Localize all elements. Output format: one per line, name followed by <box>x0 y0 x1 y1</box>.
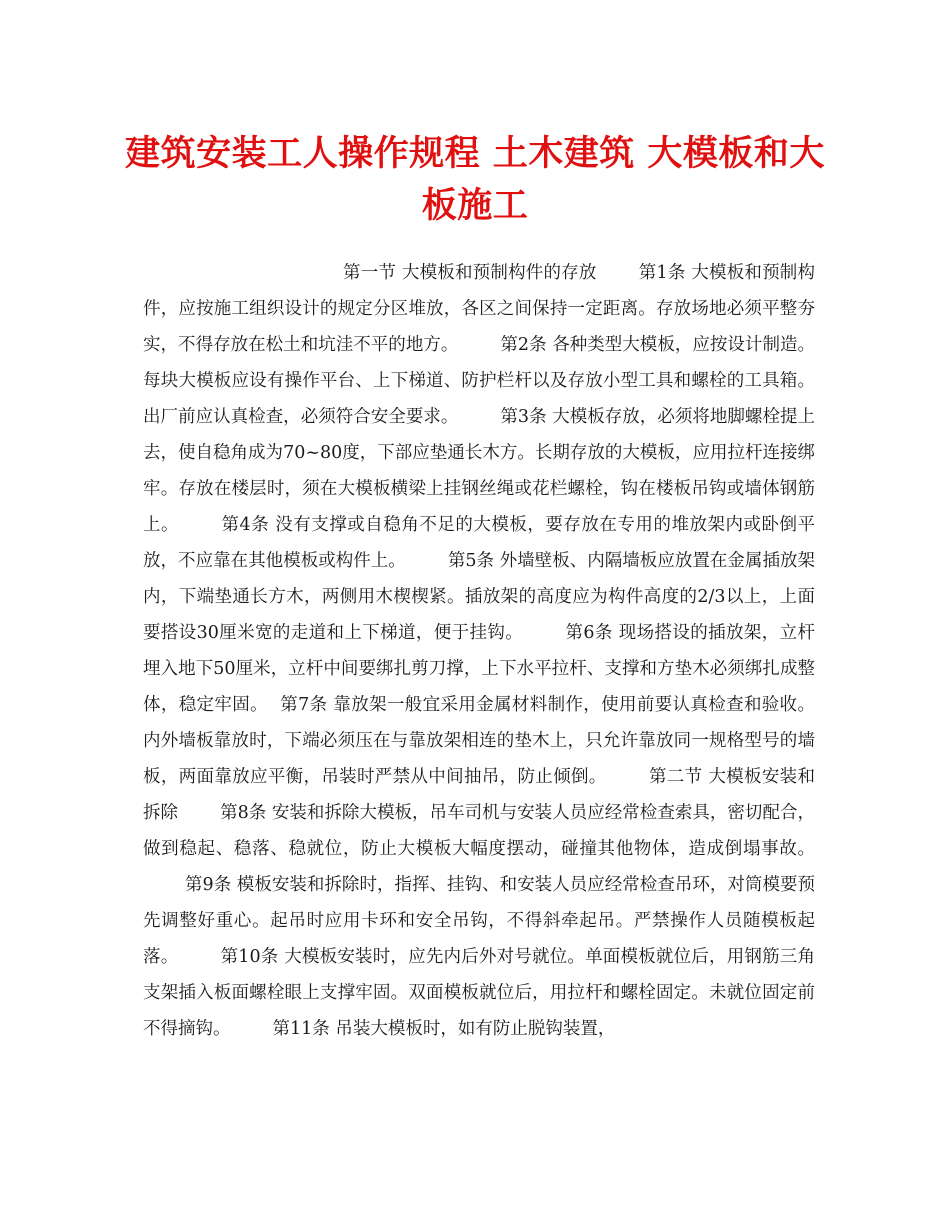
article-8: 第8条 安装和拆除大模板，吊车司机与安装人员应经常检查索具，密切配合，做到稳起、稳落、稳就位，防止大模板大幅度摆动，碰撞其他物体，造成倒塌事故。 <box>143 803 815 859</box>
article-4: 第4条 没有支撑或自稳角不足的大模板，要存放在专用的堆放架内或卧倒平放，不应靠在其他模板或构件上。 <box>143 515 816 571</box>
article-9: 第9条 模板安装和拆除时，指挥、挂钩、和安装人员应经常检查吊环，对筒模要预先调整好重心。起吊时应用卡环和安全吊钩，不得斜牵起吊。严禁操作人员随模板起落。 <box>143 875 815 967</box>
article-11: 第11条 吊装大模板时，如有防止脱钩装置， <box>272 1019 616 1039</box>
article-3: 第3条 大模板存放，必须将地脚螺栓提上去，使自稳角成为70~80度，下部应垫通长木方。长期存放的大模板，应用拉杆连接绑牢。存放在楼层时，须在大模板横梁上挂钢丝绳或花栏螺栓，钩在楼板吊钩或墙体钢筋上。 <box>143 407 815 535</box>
article-10: 第10条 大模板安装时，应先内后外对号就位。单面模板就位后，用钢筋三角支架插入板面螺栓眼上支撑牢固。双面模板就位后，用拉杆和螺栓固定。未就位固定前不得摘钩。 <box>143 947 815 1039</box>
section-heading-2: 第二节 大模板安装和拆除 <box>143 767 816 823</box>
article-6: 第6条 现场搭设的插放架，立杆埋入地下50厘米，立杆中间要绑扎剪刀撑，上下水平拉杆、支撑和方垫木必须绑扎成整体，稳定牢固。 <box>143 623 815 715</box>
article-1: 第1条 大模板和预制构件，应按施工组织设计的规定分区堆放，各区之间保持一定距离。存放场地必须平整夯实，不得存放在松土和坑洼不平的地方。 <box>143 263 816 355</box>
section-heading-1: 第一节 大模板和预制构件的存放 <box>343 263 597 283</box>
article-5: 第5条 外墙壁板、内隔墙板应放置在金属插放架内，下端垫通长方木，两侧用木楔楔紧。插放架的高度应为构件高度的2/3以上，上面要搭设30厘米宽的走道和上下梯道，便于挂钩。 <box>143 551 815 643</box>
document-title: 建筑安装工人操作规程 土木建筑 大模板和大板施工 <box>125 133 825 226</box>
article-2: 第2条 各种类型大模板，应按设计制造。每块大模板应设有操作平台、上下梯道、防护栏杆以及存放小型工具和螺栓的工具箱。出厂前应认真检查，必须符合安全要求。 <box>143 335 815 427</box>
document-body <box>143 255 815 1047</box>
article-7: 第7条 靠放架一般宜采用金属材料制作，使用前要认真检查和验收。内外墙板靠放时，下端必须压在与靠放架相连的垫木上，只允许靠放同一规格型号的墙板，两面靠放应平衡，吊装时严禁从中间抽吊，防止倾倒。 <box>143 695 815 787</box>
